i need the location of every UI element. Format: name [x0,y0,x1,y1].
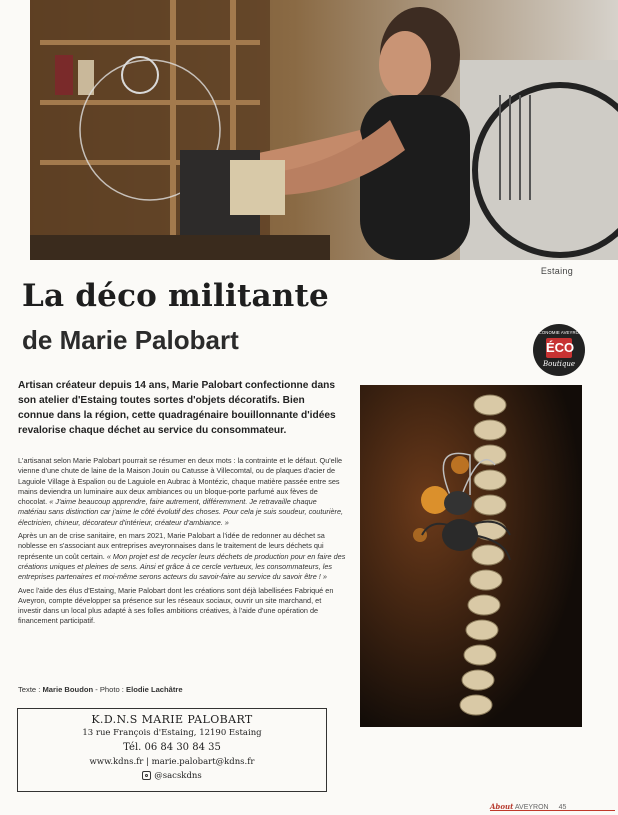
body-p2-quote: « Mon projet est de recycler leurs déchets de production pour en faire des créations uniques et pleines de sens. Ainsi et grâce à ce cercle vertueux, les consommateurs, les entreprises partenaires et moi-même serons acteurs du savoir-faire au service du savoir être ! » [18,551,346,582]
contact-address: 13 rue François d'Estaing, 12190 Estaing [82,728,262,738]
lede-paragraph: Artisan créateur depuis 14 ans, Marie Palobart confectionne dans son atelier d'Estaing toutes sortes d'objets décoratifs. Bien connue dans la région, cette quadragénaire bouillonnante d'idées revalorise chaque déchet au service du consommateur. [18,380,336,436]
contact-instagram [18,769,326,783]
eco-boutique-badge [533,324,585,376]
contact-web: www.kdns.fr | marie.palobart@kdns.fr [89,757,255,767]
page-number: 45 [558,804,567,811]
footer-brand-suffix: AVEYRON [514,804,549,811]
rope-spider-photo [360,385,582,727]
section-label: Estaing [540,266,573,276]
credit-photographer: Elodie Lachâtre [126,685,183,694]
body-column [18,456,346,630]
article-title: La déco militante [22,278,329,314]
contact-box [17,708,327,792]
contact-name: K.D.N.S MARIE PALOBART [91,713,253,726]
body-p2-text: Après un an de crise sanitaire, en mars 2021, Marie Palobart a l'idée de redonner au déchet sa noblesse en s'associant aux entreprises aveyronnaises dans le traitement de leurs déchets qui représente un coût certain. [18,531,325,561]
badge-bottom-text: Boutique [542,360,576,368]
body-p1-text: L'artisanat selon Marie Palobart pourrait se résumer en deux mots : la contrainte et le défaut. Qu'elle vienne d'une chute de laine de la Maison Jouin ou Catusse à Villecomtal, ou de plaques d'acier de Laguiole Village à Espalion ou de Laguiole en Aubrac à Montézic, chaque matière passée entre ses mains deviendra un luminaire aux deux ambiances ou un bloque-porte parfumé aux fèves de chocolat. [18,456,343,507]
footer-brand: About [490,802,514,811]
article-credit [18,685,183,694]
hero-photo [30,0,618,260]
credit-author: Marie Boudon [42,685,94,694]
instagram-icon [142,771,151,780]
credit-photo-label: - Photo : [93,685,127,694]
badge-top-text: ÉCONOMIE AVEYRON [535,330,583,335]
instagram-handle: @sacskdns [154,771,202,781]
body-paragraph-3: Avec l'aide des élus d'Estaing, Marie Palobart dont les créations sont déjà labellisées Fabriqué en Aveyron, compte développer sa présence sur les réseaux sociaux, ouvrir un site marchand, et investir dans un local plus adapté à ses folles ambitions créatives, à l'aide d'une opération de financement participatif. [18,585,334,626]
page-footer [490,802,566,811]
badge-logo: ÉCO [546,338,572,358]
article-subtitle: de Marie Palobart [22,325,239,355]
body-paragraph-1 [18,456,346,528]
body-paragraph-2 [18,531,346,582]
credit-text-label: Texte : [18,685,43,694]
contact-phone: Tél. 06 84 30 84 35 [123,742,221,753]
body-p1-quote: « J'aime beaucoup apprendre, faire autrement, différemment. Je retravaille chaque matériau sans distinction car j'aime le côté évolutif des choses. Pour cela je suis soudeur, couturière, électricien, chineur, décorateur d'intérieur, créateur d'ambiance. » [18,497,344,527]
